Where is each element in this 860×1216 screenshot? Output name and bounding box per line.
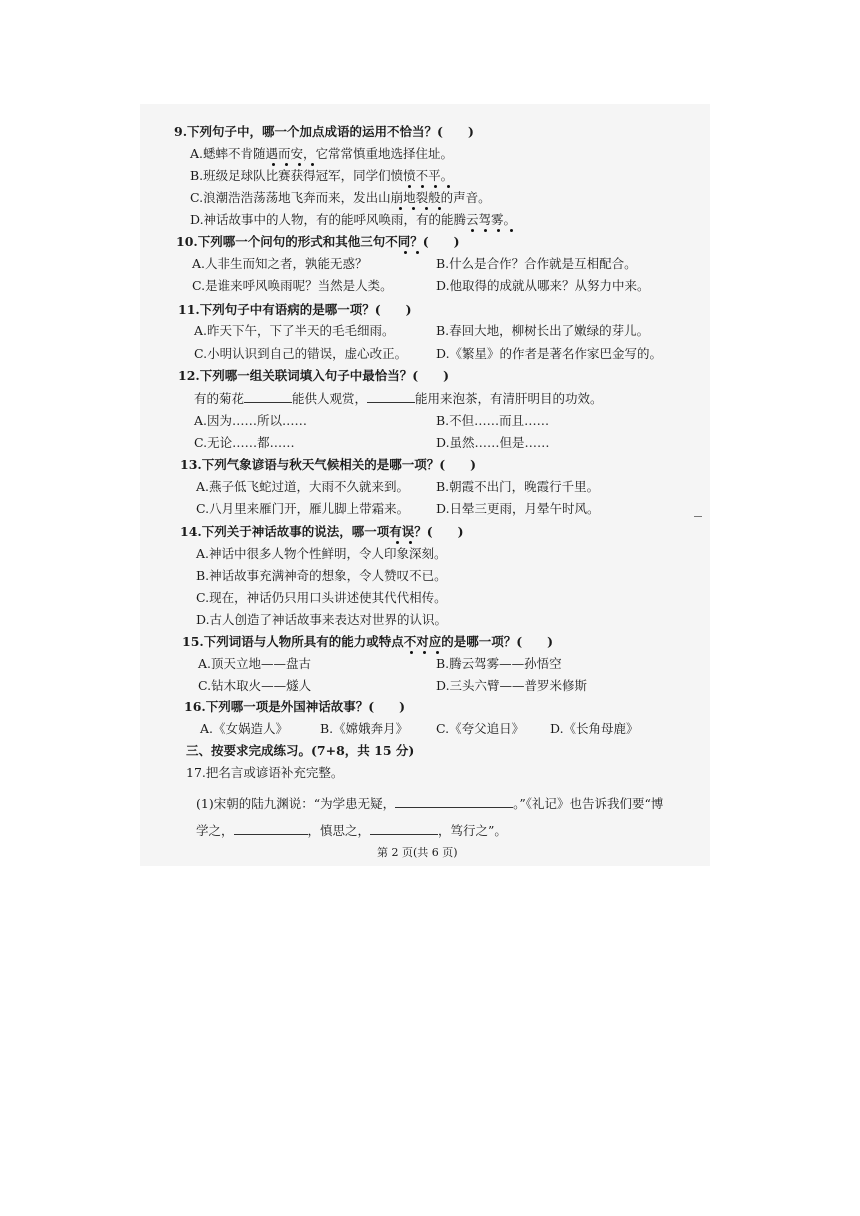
question-15-option-c: C.钻木取火——燧人 <box>198 678 312 693</box>
question-11-option-b: B.春回大地，柳树长出了嫩绿的芽儿。 <box>436 323 650 338</box>
emphasis-dot <box>410 651 413 654</box>
question-11-option-c: C.小明认识到自己的错误，虚心改正。 <box>194 346 408 361</box>
emphasis-dot <box>399 207 402 210</box>
question-12-option-d: D.虽然……但是…… <box>436 435 550 450</box>
question-16-option-d: D.《长角母鹿》 <box>550 721 639 736</box>
answer-blank[interactable] <box>234 822 308 835</box>
answer-blank[interactable] <box>395 795 513 808</box>
question-10-option-b: B.什么是合作？合作就是互相配合。 <box>436 256 637 271</box>
question-9-option-b: B.班级足球队比赛获得冠军，同学们愤愤不平。 <box>190 168 454 183</box>
question-9-option-c: C.浪潮浩浩荡荡地飞奔而来，发出山崩地裂般的声音。 <box>190 190 491 205</box>
question-13-option-a: A.燕子低飞蛇过道，大雨不久就来到。 <box>196 479 410 494</box>
question-12-sentence <box>194 390 603 407</box>
question-13-option-b: B.朝霞不出门，晚霞行千里。 <box>436 479 600 494</box>
question-10-option-c: C.是谁来呼风唤雨呢？当然是人类。 <box>192 278 393 293</box>
emphasis-dot <box>484 229 487 232</box>
question-12-stem: 12.下列哪一组关联词填入句子中最恰当？( ) <box>178 368 450 383</box>
question-15-option-a: A.顶天立地——盘古 <box>198 656 312 671</box>
question-13-option-d: D.日晕三更雨，月晕午时风。 <box>436 501 600 516</box>
question-16-option-a: A.《女娲造人》 <box>200 721 289 736</box>
question-14-option-b: B.神话故事充满神奇的想象，令人赞叹不已。 <box>196 568 447 583</box>
question-15-option-d: D.三头六臂——普罗米修斯 <box>436 678 588 693</box>
sentence-part: (1)宋朝的陆九渊说：“为学患无疑， <box>196 796 396 811</box>
question-16-option-c: C.《夸父追日》 <box>436 721 525 736</box>
emphasis-dot <box>434 185 437 188</box>
emphasis-dot <box>447 185 450 188</box>
question-14-option-d: D.古人创造了神话故事来表达对世界的认识。 <box>196 612 448 627</box>
question-14-stem: 14.下列关于神话故事的说法，哪一项有误？( ) <box>180 524 464 539</box>
emphasis-dot <box>396 541 399 544</box>
question-13-stem: 13.下列气象谚语与秋天气候相关的是哪一项？( ) <box>180 457 477 472</box>
sentence-part: ，笃行之”。 <box>438 823 507 838</box>
question-14-option-a: A.神话中很多人物个性鲜明，令人印象深刻。 <box>196 546 447 561</box>
sentence-part: 能用来泡茶，有清肝明目的功效。 <box>415 391 603 406</box>
question-10-option-d: D.他取得的成就从哪来？从努力中来。 <box>436 278 650 293</box>
emphasis-dot <box>409 541 412 544</box>
emphasis-dot <box>471 229 474 232</box>
question-11-option-d: D.《繁星》的作者是著名作家巴金写的。 <box>436 346 663 361</box>
question-15-option-b: B.腾云驾雾——孙悟空 <box>436 656 562 671</box>
emphasis-dot <box>404 251 407 254</box>
sentence-part: ，慎思之， <box>307 823 371 838</box>
question-9-stem: 9.下列句子中，哪一个加点成语的运用不恰当？( ) <box>174 124 474 139</box>
scan-mark <box>694 516 702 517</box>
emphasis-dot <box>421 185 424 188</box>
section-3-heading: 三、按要求完成练习。(7+8，共 15 分) <box>186 743 415 758</box>
emphasis-dot <box>438 207 441 210</box>
question-15-stem: 15.下列词语与人物所具有的能力或特点不对应的是哪一项？( ) <box>182 634 554 649</box>
question-17-1-line-1 <box>196 795 663 812</box>
emphasis-dot <box>311 163 314 166</box>
question-11-stem: 11.下列句子中有语病的是哪一项？( ) <box>178 302 412 317</box>
emphasis-dot <box>423 651 426 654</box>
sentence-part: 学之， <box>196 823 234 838</box>
question-12-option-c: C.无论……都…… <box>194 435 295 450</box>
question-10-option-a: A.人非生而知之者，孰能无惑？ <box>192 256 368 271</box>
question-9-option-d: D.神话故事中的人物，有的能呼风唤雨，有的能腾云驾雾。 <box>190 212 517 227</box>
emphasis-dot <box>425 207 428 210</box>
question-12-option-a: A.因为……所以…… <box>194 413 308 428</box>
question-17-stem: 17.把名言或谚语补充完整。 <box>186 765 344 780</box>
page-number: 第 2 页(共 6 页) <box>377 846 458 859</box>
answer-blank[interactable] <box>367 390 415 403</box>
sentence-part: 能供人观赏， <box>292 391 368 406</box>
question-12-option-b: B.不但……而且…… <box>436 413 550 428</box>
emphasis-dot <box>510 229 513 232</box>
emphasis-dot <box>497 229 500 232</box>
emphasis-dot <box>272 163 275 166</box>
sentence-part: 。”《礼记》也告诉我们要“博 <box>513 796 664 811</box>
question-17-1-line-2 <box>196 822 507 839</box>
sentence-part: 有的菊花 <box>194 391 245 406</box>
question-16-stem: 16.下列哪一项是外国神话故事？( ) <box>184 699 406 714</box>
answer-blank[interactable] <box>370 822 438 835</box>
emphasis-dot <box>412 207 415 210</box>
emphasis-dot <box>408 185 411 188</box>
question-14-option-c: C.现在，神话仍只用口头讲述使其代代相传。 <box>196 590 447 605</box>
emphasis-dot <box>298 163 301 166</box>
emphasis-dot <box>416 251 419 254</box>
question-11-option-a: A.昨天下午，下了半天的毛毛细雨。 <box>194 323 395 338</box>
question-10-stem: 10.下列哪一个问句的形式和其他三句不同？( ) <box>176 234 460 249</box>
question-9-option-a: A.蟋蟀不肯随遇而安，它常常慎重地选择住址。 <box>190 146 454 161</box>
question-13-option-c: C.八月里来雁门开，雁儿脚上带霜来。 <box>196 501 410 516</box>
question-16-option-b: B.《嫦娥奔月》 <box>320 721 409 736</box>
emphasis-dot <box>285 163 288 166</box>
emphasis-dot <box>436 651 439 654</box>
answer-blank[interactable] <box>244 390 292 403</box>
